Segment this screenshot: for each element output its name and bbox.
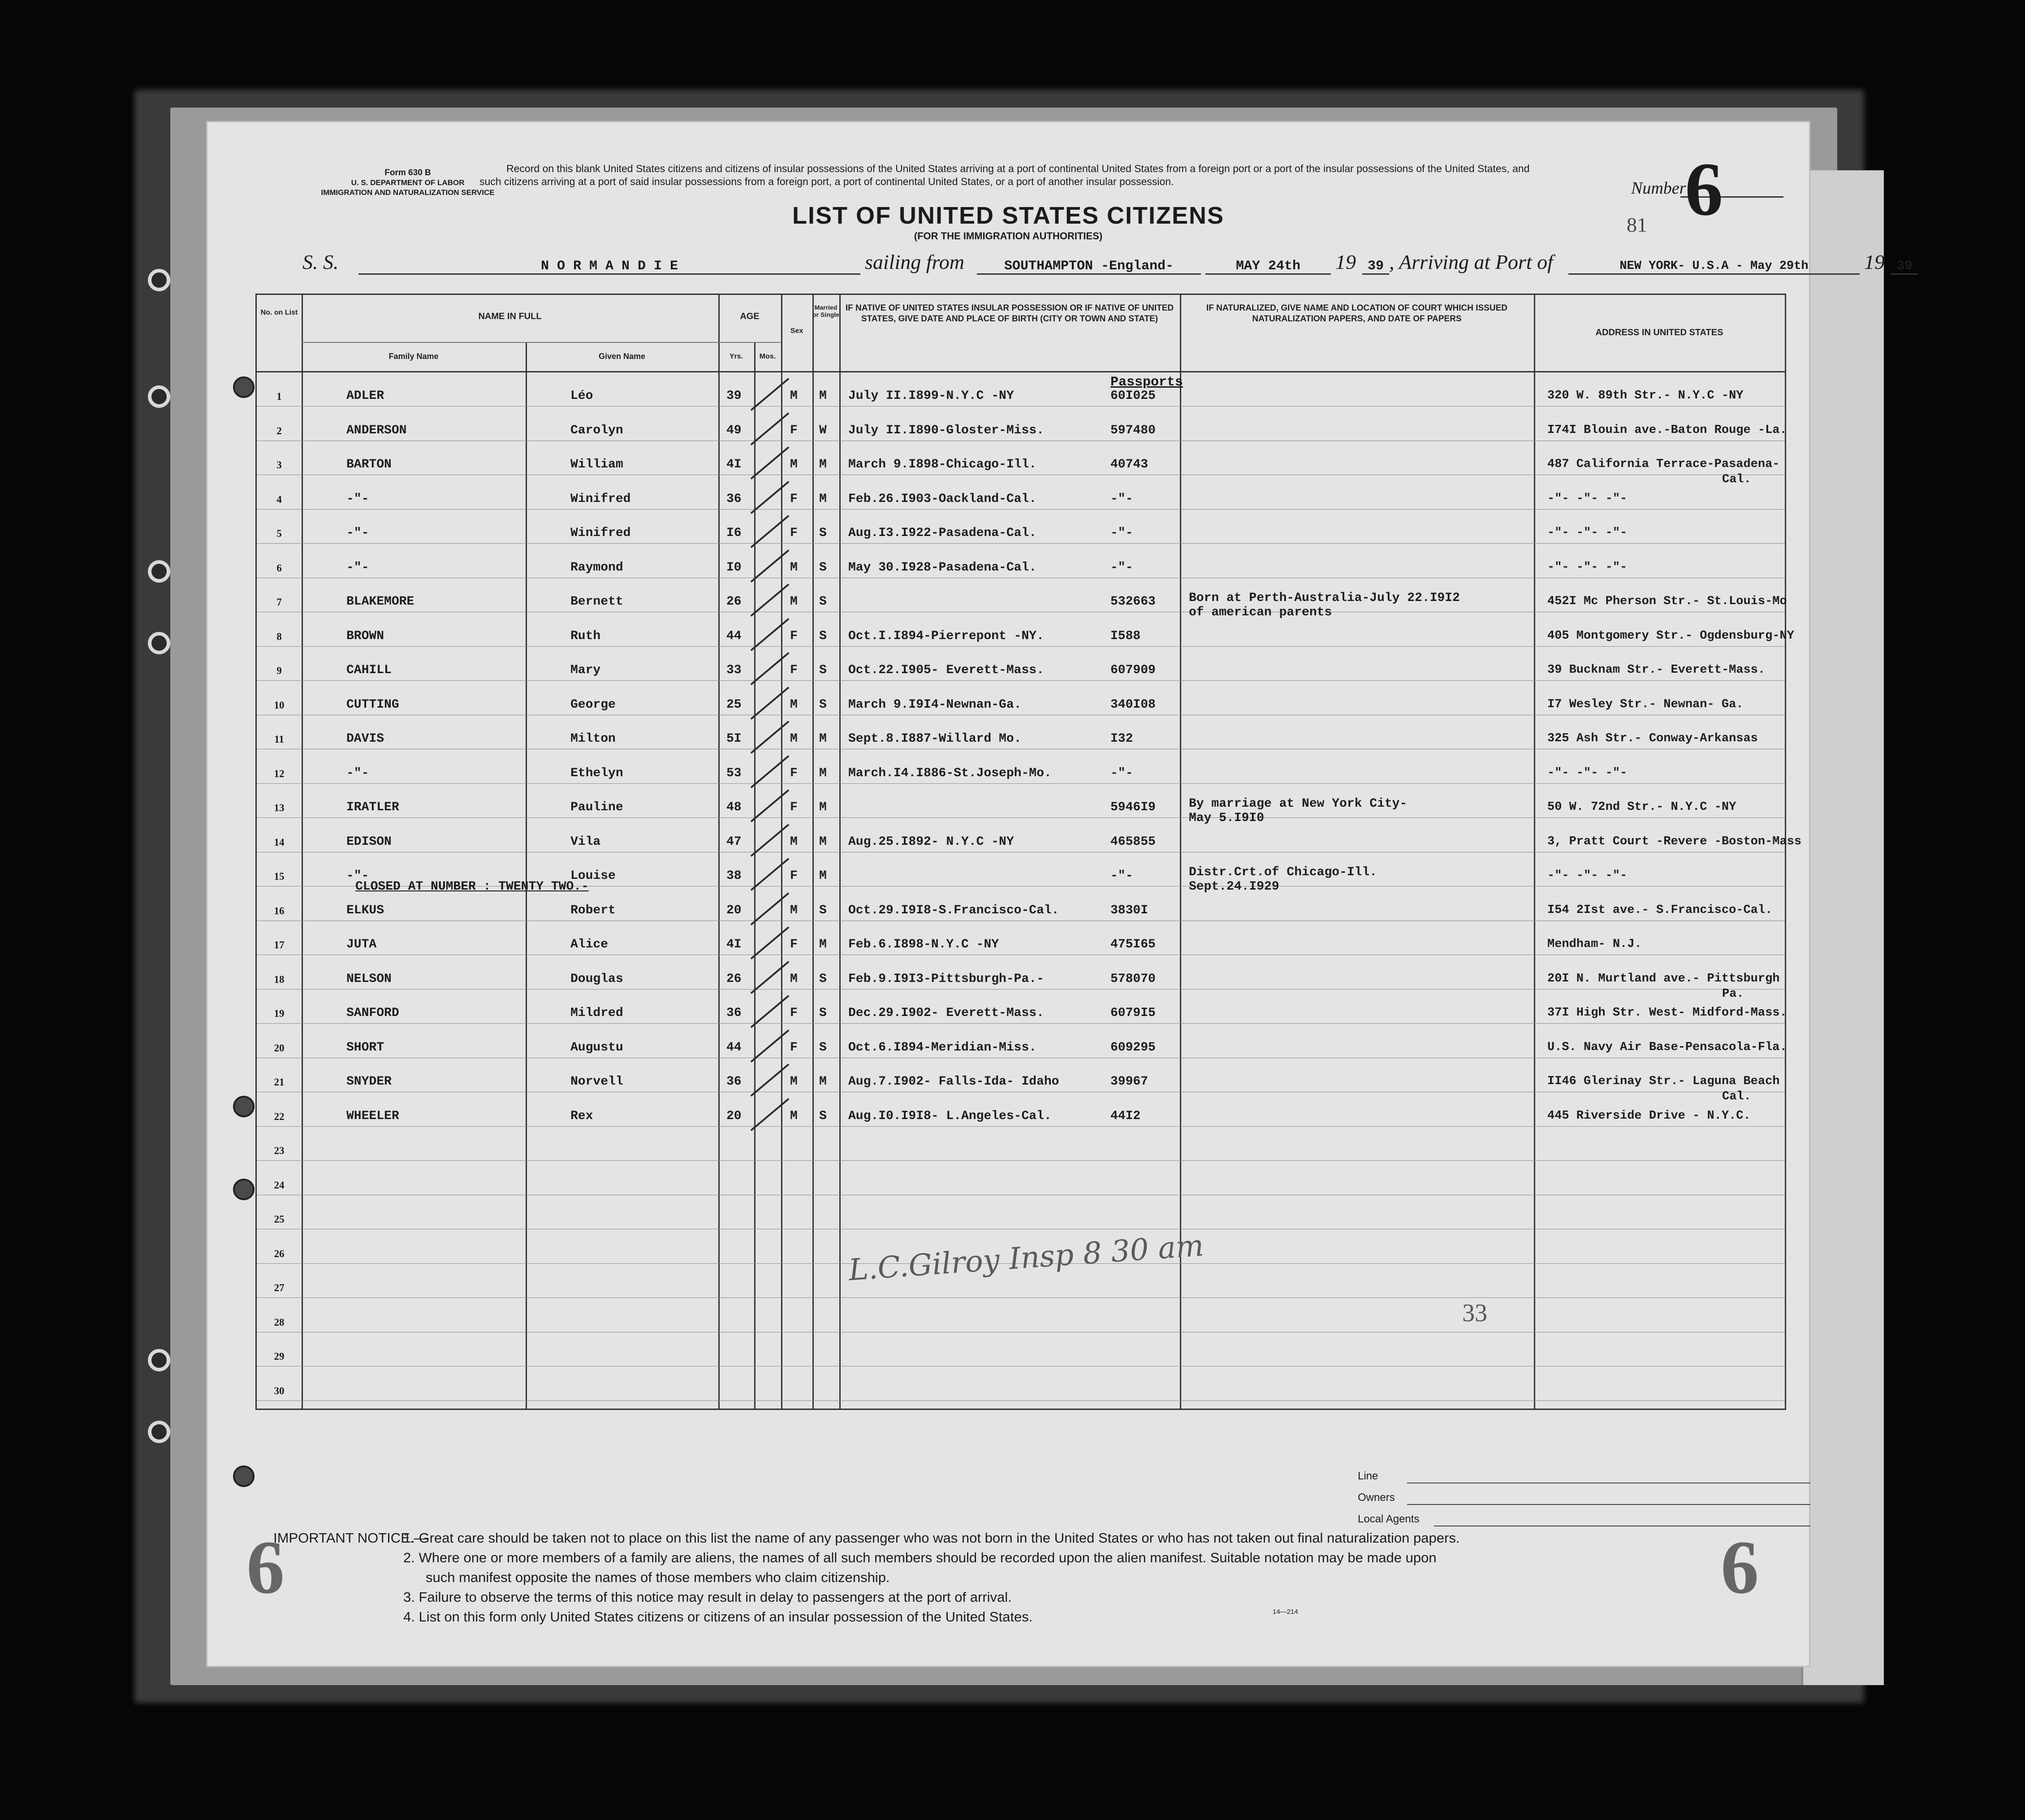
binder-ring-icon [148, 1349, 170, 1371]
row-number: 8 [276, 631, 282, 642]
row-number: 21 [274, 1076, 285, 1088]
passport-number: 607909 [1110, 663, 1156, 677]
sex: M [790, 697, 798, 712]
given-name: Raymond [570, 560, 623, 575]
address: I74I Blouin ave.-Baton Rouge -La. [1547, 423, 1787, 437]
family-name: SNYDER [346, 1075, 392, 1089]
marital-status: S [819, 1006, 827, 1020]
sex: F [790, 938, 798, 951]
row-number: 9 [276, 665, 282, 676]
punch-hole-icon [233, 1466, 255, 1487]
row-number: 5 [276, 528, 282, 539]
given-name: Bernett [570, 595, 623, 609]
ruled-line [257, 509, 1785, 510]
marital-status: M [819, 732, 827, 746]
given-name: William [570, 458, 623, 471]
family-name: -"- [346, 869, 369, 883]
corner-mark-left: 6 [246, 1525, 285, 1609]
family-name: ELKUS [346, 903, 384, 917]
given-name: Winifred [570, 526, 631, 540]
row-number: 2 [276, 425, 282, 437]
family-name: CAHILL [346, 663, 392, 677]
birth-date-place: July II.I890-Gloster-Miss. [848, 423, 1044, 437]
row-number: 17 [274, 939, 285, 951]
sex: F [790, 1040, 798, 1055]
passport-number: 6079I5 [1110, 1006, 1156, 1020]
given-name: Léo [570, 389, 593, 403]
address: 452I Mc Pherson Str.- St.Louis-Mo [1547, 595, 1787, 608]
row-number: 29 [274, 1351, 285, 1362]
birth-date-place: Aug.I3.I922-Pasadena-Cal. [848, 526, 1037, 540]
document-page [206, 121, 1913, 1667]
age-years: 39 [726, 389, 742, 403]
year-prefix-2: 19 [1864, 251, 1885, 273]
naturalization-info: By marriage at New York City- [1189, 797, 1408, 811]
naturalization-info-cont: of american parents [1189, 605, 1332, 619]
birth-date-place: Feb.26.I903-Oackland-Cal. [848, 492, 1037, 506]
birth-date-place: Sept.8.I887-Willard Mo. [848, 732, 1022, 746]
passenger-table [255, 294, 1802, 1410]
age-years: 20 [726, 1109, 742, 1123]
age-years: 48 [726, 800, 742, 814]
family-name: DAVIS [346, 732, 384, 746]
address: 39 Bucknam Str.- Everett-Mass. [1547, 663, 1766, 677]
handwritten-page-number: 81 [1627, 213, 1647, 236]
handwritten-33: 33 [1462, 1299, 1487, 1327]
row-number: 20 [274, 1042, 285, 1054]
given-name: Vila [570, 834, 601, 849]
marital-status: M [819, 800, 827, 814]
birth-date-place: Aug.I0.I9I8- L.Angeles-Cal. [848, 1109, 1052, 1123]
birth-date-place: July II.I899-N.Y.C -NY [848, 389, 1014, 403]
back-page-edge [1801, 170, 1884, 1685]
ship-name: N O R M A N D I E [358, 259, 860, 275]
given-name: Carolyn [570, 423, 623, 437]
given-name: Pauline [570, 800, 623, 814]
sex: M [790, 972, 798, 986]
family-name: -"- [346, 492, 369, 506]
birth-date-place: Oct.29.I9I8-S.Francisco-Cal. [848, 903, 1059, 917]
address: -"- -"- -"- [1547, 869, 1628, 882]
row-number: 10 [274, 699, 285, 711]
page-subtitle: (FOR THE IMMIGRATION AUTHORITIES) [914, 230, 1103, 242]
header-mos: Mos. [759, 353, 776, 360]
address-cont: Cal. [1722, 1090, 1751, 1103]
age-years: 5I [726, 732, 742, 746]
passports-label: Passports [1110, 375, 1183, 390]
marital-status: S [819, 697, 827, 712]
header-family-name: Family Name [389, 352, 439, 361]
owners-field: Owners [1358, 1491, 1395, 1504]
form-code: 14—214 [1273, 1608, 1298, 1616]
age-years: 25 [726, 697, 742, 712]
row-number: 23 [274, 1145, 285, 1156]
ruled-line [257, 646, 1785, 647]
row-number: 11 [274, 734, 284, 745]
family-name: ANDERSON [346, 423, 407, 437]
age-years: 49 [726, 423, 742, 437]
list-number: 6 [1685, 147, 1723, 231]
header-age: AGE [740, 311, 760, 321]
birth-date-place: Oct.I.I894-Pierrepont -NY. [848, 629, 1044, 643]
family-name: BARTON [346, 458, 392, 471]
sex: M [790, 560, 798, 575]
binder-ring-icon [148, 385, 170, 408]
address: I7 Wesley Str.- Newnan- Ga. [1547, 697, 1744, 711]
passport-number: 609295 [1110, 1040, 1156, 1055]
address: 445 Riverside Drive - N.Y.C. [1547, 1109, 1751, 1123]
passport-number: I588 [1110, 629, 1141, 643]
passport-number: 60I025 [1110, 389, 1156, 403]
sex: F [790, 492, 798, 506]
address: -"- -"- -"- [1547, 560, 1628, 574]
header-name-in-full: NAME IN FULL [478, 311, 542, 321]
given-name: Robert [570, 903, 616, 917]
passport-number: 39967 [1110, 1075, 1149, 1089]
form-identifier: Form 630 B U. S. DEPARTMENT OF LABOR IMMIGRATION AND NATURALIZATION SERVICE [321, 168, 495, 197]
corner-mark-right: 6 [1721, 1525, 1759, 1609]
given-name: Milton [570, 732, 616, 746]
age-years: 36 [726, 1075, 742, 1089]
birth-date-place: March.I4.I886-St.Joseph-Mo. [848, 766, 1052, 780]
age-years: I6 [726, 526, 742, 540]
address: 487 California Terrace-Pasadena- [1547, 458, 1780, 471]
passport-number: 578070 [1110, 972, 1156, 986]
arrival-year: 39 [1891, 259, 1918, 275]
notice-item-4: 4. List on this form only United States citizens or citizens of an insular possession of the United States. [403, 1609, 1033, 1625]
marital-status: M [819, 389, 827, 403]
passport-number: 465855 [1110, 834, 1156, 849]
naturalization-info-cont: May 5.I9I0 [1189, 811, 1265, 825]
sex: F [790, 766, 798, 780]
row-number: 16 [274, 905, 285, 916]
passport-number: 5946I9 [1110, 800, 1156, 814]
marital-status: S [819, 903, 827, 917]
row-number: 6 [276, 562, 282, 574]
passport-number: I32 [1110, 732, 1133, 746]
family-name: -"- [346, 526, 369, 540]
arriving-label: , Arriving at Port of [1389, 251, 1553, 273]
sex: F [790, 663, 798, 677]
notice-item-1: 1. Great care should be taken not to place on this list the name of any passenger who was not born in the United States or who has not taken out final naturalization papers. [403, 1530, 1460, 1546]
address: -"- -"- -"- [1547, 526, 1628, 540]
marital-status: S [819, 595, 827, 609]
age-years: 53 [726, 766, 742, 780]
age-years: 4I [726, 458, 742, 471]
ruled-line [257, 543, 1785, 544]
address: 405 Montgomery Str.- Ogdensburg-NY [1547, 629, 1794, 643]
sex: F [790, 869, 798, 883]
family-name: -"- [346, 766, 369, 780]
sex: F [790, 800, 798, 814]
birth-date-place: Aug.7.I902- Falls-Ida- Idaho [848, 1075, 1059, 1089]
ruled-line [257, 1023, 1785, 1024]
passport-number: -"- [1110, 766, 1133, 780]
passport-number: 597480 [1110, 423, 1156, 437]
address: -"- -"- -"- [1547, 766, 1628, 780]
local-agents-field: Local Agents [1358, 1513, 1419, 1526]
passport-number: 475I65 [1110, 938, 1156, 951]
passport-number: 340I08 [1110, 697, 1156, 712]
age-years: 38 [726, 869, 742, 883]
family-name: BROWN [346, 629, 384, 643]
row-number: 27 [274, 1282, 285, 1293]
header-naturalized: IF NATURALIZED, GIVE NAME AND LOCATION OF COURT WHICH ISSUED NATURALIZATION PAPERS, AND DATE OF PAPERS [1206, 303, 1507, 324]
header-address: ADDRESS IN UNITED STATES [1595, 328, 1723, 337]
row-number: 30 [274, 1385, 285, 1396]
marital-status: S [819, 1109, 827, 1123]
given-name: Winifred [570, 492, 631, 506]
row-number: 4 [276, 493, 282, 505]
marital-status: M [819, 458, 827, 471]
passport-number: -"- [1110, 526, 1133, 540]
passport-number: -"- [1110, 560, 1133, 575]
row-number: 19 [274, 1008, 285, 1019]
address: 37I High Str. West- Midford-Mass. [1547, 1006, 1787, 1020]
sex: M [790, 834, 798, 849]
row-number: 13 [274, 802, 285, 813]
given-name: George [570, 697, 616, 712]
marital-status: S [819, 526, 827, 540]
family-name: IRATLER [346, 800, 399, 814]
family-name: -"- [346, 560, 369, 575]
departure-port: SOUTHAMPTON -England- [977, 259, 1201, 275]
address: Mendham- N.J. [1547, 938, 1642, 951]
ruled-line [257, 1126, 1785, 1127]
marital-status: S [819, 972, 827, 986]
age-years: 44 [726, 1040, 742, 1055]
ruled-line [257, 783, 1785, 784]
family-name: WHEELER [346, 1109, 399, 1123]
birth-date-place: Aug.25.I892- N.Y.C -NY [848, 834, 1014, 849]
sailing-from-label: sailing from [865, 251, 964, 273]
birth-date-place: March 9.I9I4-Newnan-Ga. [848, 697, 1022, 712]
sex: F [790, 1006, 798, 1020]
given-name: Ruth [570, 629, 601, 643]
age-years: 4I [726, 938, 742, 951]
birth-date-place: May 30.I928-Pasadena-Cal. [848, 560, 1037, 575]
given-name: Norvell [570, 1075, 623, 1089]
given-name: Mary [570, 663, 601, 677]
sex: M [790, 389, 798, 403]
binder-ring-icon [148, 560, 170, 583]
age-years: 47 [726, 834, 742, 849]
passport-number: -"- [1110, 869, 1133, 883]
family-name: SANFORD [346, 1006, 399, 1020]
closed-note: CLOSED AT NUMBER : TWENTY TWO.- [355, 880, 589, 894]
address-cont: Cal. [1722, 473, 1751, 486]
marital-status: M [819, 834, 827, 849]
family-name: NELSON [346, 972, 392, 986]
punch-hole-icon [233, 1179, 255, 1200]
address: 20I N. Murtland ave.- Pittsburgh [1547, 972, 1780, 986]
passport-number: 532663 [1110, 595, 1156, 609]
row-number: 12 [274, 768, 285, 779]
family-name: BLAKEMORE [346, 595, 414, 609]
sex: M [790, 1109, 798, 1123]
sex: M [790, 595, 798, 609]
age-years: 26 [726, 595, 742, 609]
given-name: Douglas [570, 972, 623, 986]
address: II46 Glerinay Str.- Laguna Beach [1547, 1075, 1780, 1088]
age-years: 44 [726, 629, 742, 643]
address: -"- -"- -"- [1547, 492, 1628, 506]
given-name: Alice [570, 938, 609, 951]
departure-year: 39 [1362, 259, 1389, 275]
given-name: Louise [570, 869, 616, 883]
punch-hole-icon [233, 376, 255, 398]
number-label: Number [1631, 179, 1686, 198]
naturalization-info: Distr.Crt.of Chicago-Ill. [1189, 865, 1377, 879]
row-number: 15 [274, 871, 285, 882]
passport-number: -"- [1110, 492, 1133, 506]
row-number: 14 [274, 836, 285, 848]
family-name: SHORT [346, 1040, 384, 1055]
ruled-line [257, 817, 1785, 818]
page-title: LIST OF UNITED STATES CITIZENS [792, 202, 1224, 229]
marital-status: M [819, 1075, 827, 1089]
sex: F [790, 629, 798, 643]
address-cont: Pa. [1722, 987, 1744, 1001]
address: 3, Pratt Court -Revere -Boston-Mass [1547, 834, 1802, 848]
row-number: 26 [274, 1248, 285, 1259]
given-name: Rex [570, 1109, 593, 1123]
header-sex: Sex [790, 327, 803, 335]
row-number: 28 [274, 1316, 285, 1328]
line-field: Line [1358, 1470, 1378, 1483]
family-name: JUTA [346, 938, 377, 951]
family-name: CUTTING [346, 697, 399, 712]
age-years: 36 [726, 1006, 742, 1020]
row-number: 3 [276, 459, 282, 471]
row-number: 18 [274, 973, 285, 985]
header-married-single: Married or Single [812, 304, 839, 318]
age-years: 20 [726, 903, 742, 917]
notice-item-2-cont: such manifest opposite the names of those members who claim citizenship. [426, 1569, 890, 1585]
address: 320 W. 89th Str.- N.Y.C -NY [1547, 389, 1744, 402]
form-instructions: Record on this blank United States citizens and citizens of insular possessions of the United States arriving at a port of continental United States from a foreign port or a port of the insular possessions of the United States, and such citizens arriving at a port of said insular possessions from a foreign port, a port of continental United States, or a port of another insular possession. [479, 163, 1530, 187]
notice-item-2: 2. Where one or more members of a family are aliens, the names of all such members should be recorded upon the alien manifest. Suitable notation may be made upon [403, 1550, 1437, 1565]
year-prefix: 19 [1335, 251, 1356, 273]
header-given-name: Given Name [598, 352, 646, 361]
marital-status: S [819, 1040, 827, 1055]
row-number: 25 [274, 1214, 285, 1225]
sex: M [790, 732, 798, 746]
given-name: Ethelyn [570, 766, 623, 780]
ruled-line [257, 989, 1785, 990]
row-number: 22 [274, 1111, 285, 1122]
naturalization-info: Born at Perth-Australia-July 22.I9I2 [1189, 591, 1460, 605]
marital-status: S [819, 663, 827, 677]
binder-ring-icon [148, 1421, 170, 1443]
age-years: 36 [726, 492, 742, 506]
row-number: 7 [276, 597, 282, 608]
address: 325 Ash Str.- Conway-Arkansas [1547, 732, 1758, 745]
sex: M [790, 903, 798, 917]
birth-date-place: Oct.6.I894-Meridian-Miss. [848, 1040, 1037, 1055]
ruled-line [257, 1297, 1785, 1298]
family-name: EDISON [346, 834, 392, 849]
address: U.S. Navy Air Base-Pensacola-Fla. [1547, 1040, 1787, 1054]
marital-status: M [819, 869, 827, 883]
inspector-signature: L.C.Gilroy Insp 8 30 am [847, 1228, 1205, 1288]
voyage-line [206, 250, 1913, 277]
ruled-line [257, 680, 1785, 681]
given-name: Augustu [570, 1040, 623, 1055]
marital-status: S [819, 629, 827, 643]
header-birth: IF NATIVE OF UNITED STATES INSULAR POSSESSION OR IF NATIVE OF UNITED STATES, GIVE DATE AND PLACE OF BIRTH (CITY OR TOWN AND STATE) [845, 303, 1174, 324]
marital-status: M [819, 492, 827, 506]
punch-hole-icon [233, 1096, 255, 1117]
sex: M [790, 458, 798, 471]
binder-ring-icon [148, 632, 170, 654]
ruled-line [257, 1160, 1785, 1161]
arrival-port: NEW YORK- U.S.A - May 29th [1568, 259, 1860, 275]
given-name: Mildred [570, 1006, 623, 1020]
birth-date-place: Feb.6.I898-N.Y.C -NY [848, 938, 999, 951]
age-years: I0 [726, 560, 742, 575]
passport-number: 40743 [1110, 458, 1149, 471]
sex: F [790, 526, 798, 540]
naturalization-info-cont: Sept.24.I929 [1189, 880, 1279, 894]
notice-item-3: 3. Failure to observe the terms of this notice may result in delay to passengers at the port of arrival. [403, 1589, 1012, 1605]
age-years: 33 [726, 663, 742, 677]
header-yrs: Yrs. [729, 353, 743, 360]
sex: M [790, 1075, 798, 1089]
birth-date-place: Oct.22.I905- Everett-Mass. [848, 663, 1044, 677]
marital-status: M [819, 766, 827, 780]
notice-label: IMPORTANT NOTICE.— [273, 1530, 428, 1546]
departure-date: MAY 24th [1205, 259, 1331, 275]
marital-status: M [819, 938, 827, 951]
ss-label: S. S. [302, 251, 339, 273]
passport-number: 44I2 [1110, 1109, 1141, 1123]
sex: F [790, 423, 798, 437]
row-number: 24 [274, 1179, 285, 1191]
passport-number: 3830I [1110, 903, 1149, 917]
row-number: 1 [276, 391, 282, 402]
family-name: ADLER [346, 389, 384, 403]
birth-date-place: March 9.I898-Chicago-Ill. [848, 458, 1037, 471]
marital-status: W [819, 423, 827, 437]
binder-ring-icon [148, 269, 170, 291]
marital-status: S [819, 560, 827, 575]
address: I54 2Ist ave.- S.Francisco-Cal. [1547, 903, 1773, 917]
age-years: 26 [726, 972, 742, 986]
birth-date-place: Dec.29.I902- Everett-Mass. [848, 1006, 1044, 1020]
birth-date-place: Feb.9.I9I3-Pittsburgh-Pa.- [848, 972, 1044, 986]
address: 50 W. 72nd Str.- N.Y.C -NY [1547, 800, 1736, 814]
header-no: No. on List [260, 309, 298, 316]
